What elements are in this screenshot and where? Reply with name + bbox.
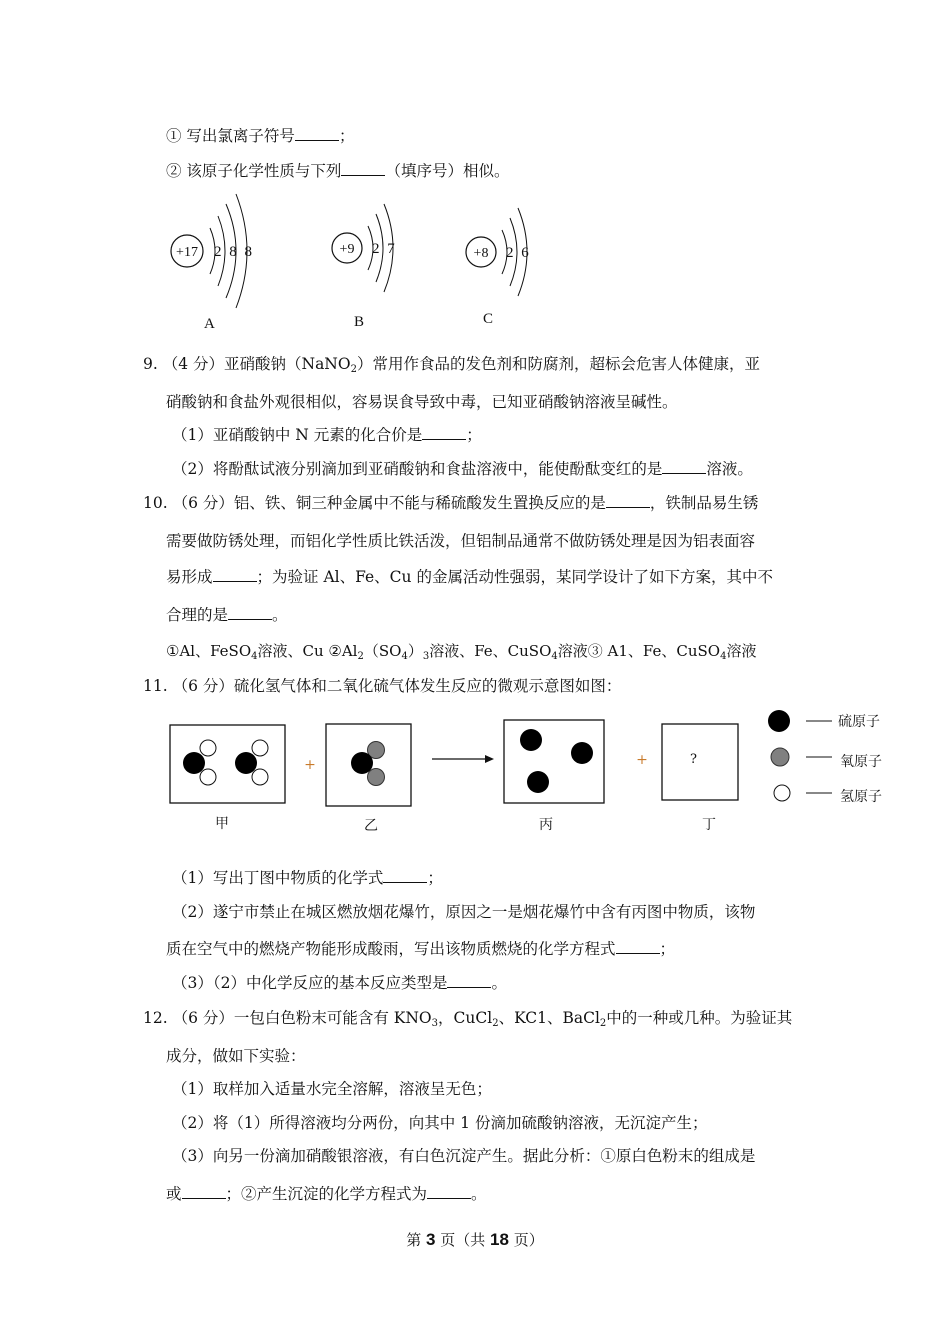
q8-sub2: ② 该原子化学性质与下列 （填序号）相似。 <box>166 162 510 180</box>
answer-blank[interactable] <box>341 161 385 176</box>
svg-text:C: C <box>483 311 494 327</box>
answer-blank[interactable] <box>447 973 491 988</box>
q12-line1: 12. （6 分）一包白色粉末可能含有 $KNO_3$，CuCl$_2$、KC1、BaCl$_2$中的一种或几种。为验证其 <box>143 1009 793 1029</box>
q12-line2: 成分，做如下实验： <box>166 1047 306 1065</box>
svg-text:2 8 8: 2 8 8 <box>214 244 254 260</box>
svg-text:氢原子: 氢原子 <box>840 789 882 805</box>
svg-text:+9: +9 <box>339 242 355 257</box>
q9-line1: 9. （4 分）亚硝酸钠（NaNO$_2$）常用作食品的发色剂和防腐剂，超标会危害人体健康，亚 <box>143 355 760 375</box>
atom-b <box>332 204 397 330</box>
total-pages: 18 <box>490 1230 509 1249</box>
svg-text:丙: 丙 <box>539 817 553 833</box>
svg-text:2 6: 2 6 <box>506 245 531 261</box>
page-footer: 第 3 页（共 18 页） <box>406 1230 544 1249</box>
legend <box>768 710 882 805</box>
q9-part1: （1）亚硝酸钠中 N 元素的化合价是 ； <box>172 426 482 444</box>
q10-line4: 合理的是 。 <box>166 606 288 624</box>
svg-text:?: ? <box>690 752 697 767</box>
answer-blank[interactable] <box>422 425 466 440</box>
q9-part2: （2）将酚酞试液分别滴加到亚硝酸钠和食盐溶液中，能使酚酞变红的是 溶液。 <box>172 460 753 478</box>
svg-text:A: A <box>204 316 215 332</box>
svg-text:硫原子: 硫原子 <box>838 714 880 730</box>
q10-options: ①Al、FeSO$_4$溶液、Cu $②Al_2(SO_4)_3$溶液、Fe、CuSO$_4$溶液③ A1、Fe、CuSO$_4$溶液 <box>166 642 757 662</box>
q10-line3: 易形成 ；为验证 Al、Fe、Cu 的金属活动性强弱，某同学设计了如下方案，其中不 <box>166 568 773 586</box>
svg-text:+: + <box>636 752 648 768</box>
q12-part3: （3）向另一份滴加硝酸银溶液，有白色沉淀产生。据此分析：①原白色粉末的组成是 <box>172 1147 756 1165</box>
answer-blank[interactable] <box>606 493 650 508</box>
answer-blank[interactable] <box>427 1184 471 1199</box>
svg-text:乙: 乙 <box>364 818 378 834</box>
q8-sub1: ① 写出氯离子符号 ； <box>166 127 355 145</box>
q11-part3: （3）（2）中化学反应的基本反应类型是 。 <box>172 974 507 992</box>
answer-blank[interactable] <box>213 567 257 582</box>
answer-blank[interactable] <box>228 605 272 620</box>
q11-part2b: 质在空气中的燃烧产物能形成酸雨，写出该物质燃烧的化学方程式 ； <box>166 940 676 958</box>
box-bing <box>504 720 604 803</box>
svg-text:2 7: 2 7 <box>372 241 397 257</box>
page-number: 3 <box>426 1230 436 1249</box>
q11-part1: （1）写出丁图中物质的化学式 ； <box>172 869 443 887</box>
answer-blank[interactable] <box>182 1184 226 1199</box>
box-ding <box>662 724 738 800</box>
atom-c <box>466 208 531 327</box>
q11-line1: 11. （6 分）硫化氢气体和二氧化硫气体发生反应的微观示意图如图： <box>143 677 622 695</box>
answer-blank[interactable] <box>662 459 706 474</box>
svg-text:氧原子: 氧原子 <box>840 754 882 770</box>
svg-text:甲: 甲 <box>215 816 229 832</box>
svg-text:B: B <box>354 314 365 330</box>
svg-text:丁: 丁 <box>702 817 716 833</box>
answer-blank[interactable] <box>383 868 427 883</box>
answer-blank[interactable] <box>295 126 339 141</box>
atom-structure-diagrams <box>160 190 560 335</box>
answer-blank[interactable] <box>616 939 660 954</box>
svg-text:+8: +8 <box>473 246 489 261</box>
atom-a <box>171 194 254 332</box>
q10-line2: 需要做防锈处理，而铝化学性质比铁活泼，但铝制品通常不做防锈处理是因为铝表面容 <box>166 532 756 550</box>
svg-text:+: + <box>304 757 316 773</box>
reaction-diagram <box>160 700 900 840</box>
q9-line2: 硝酸钠和食盐外观很相似，容易误食导致中毒，已知亚硝酸钠溶液呈碱性。 <box>166 393 678 411</box>
q12-part2: （2）将（1）所得溶液均分两份，向其中 1 份滴加硫酸钠溶液，无沉淀产生； <box>172 1114 708 1132</box>
q12-part4: 或 ；②产生沉淀的化学方程式为 。 <box>166 1185 487 1203</box>
q12-part1: （1）取样加入适量水完全溶解，溶液呈无色； <box>172 1080 492 1098</box>
q11-part2a: （2）遂宁市禁止在城区燃放烟花爆竹，原因之一是烟花爆竹中含有丙图中物质，该物 <box>172 903 756 921</box>
svg-text:+17: +17 <box>176 245 198 260</box>
q10-line1: 10. （6 分）铝、铁、铜三种金属中不能与稀硫酸发生置换反应的是 ，铁制品易生锈 <box>143 494 759 512</box>
